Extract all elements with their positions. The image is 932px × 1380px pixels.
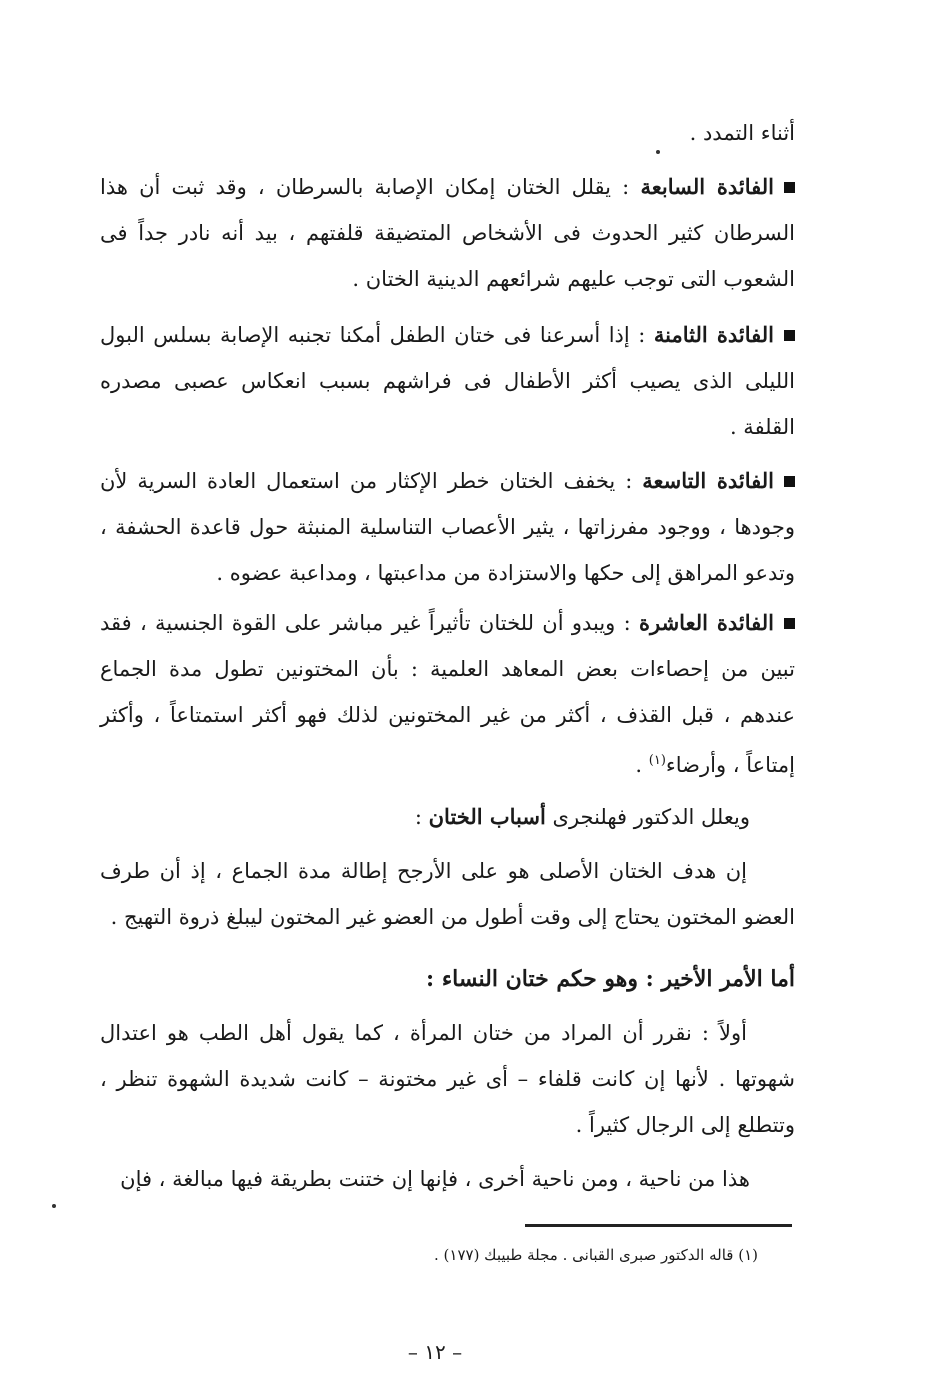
benefit-text: : يقلل الختان إمكان الإصابة بالسرطان ، وقد ثبت أن هذا السرطان كثير الحدوث فى الأشخاص المتضيقة قلفتهم ، بيد أنه نادر جداً فى الشعوب التى توجب عليهم شرائعهم الدينية الختان . [100, 175, 795, 291]
last-line: هذا من ناحية ، ومن ناحية أخرى ، فإنها إن ختنت بطريقة فيها مبالغة ، فإن [120, 1167, 750, 1191]
footnote: (١) قاله الدكتور صبرى القبانى . مجلة طبيبك (١٧٧) . [434, 1246, 758, 1264]
square-bullet-icon [784, 330, 795, 341]
reason-intro [100, 794, 750, 840]
benefit-title: الفائدة التاسعة [642, 468, 775, 493]
benefit-text-end: . [635, 753, 649, 777]
square-bullet-icon [784, 618, 795, 629]
benefit-ten [100, 600, 795, 788]
benefit-seven [100, 164, 795, 302]
reason-intro-prefix: ويعلل الدكتور فهلنجرى [545, 805, 750, 829]
benefit-title: الفائدة السابعة [640, 174, 774, 199]
benefit-title: الفائدة العاشرة [639, 610, 775, 635]
first-point-paragraph: أولاً : نقرر أن المراد من ختان المرأة ، كما يقول أهل الطب هو اعتدال شهوتها . لأنها إن كانت قلفاء – أى غير مختونة – كانت شديدة الشهوة تنظر ، وتتطلع إلى الرجال كثيراً . [100, 1021, 795, 1137]
benefit-eight [100, 312, 795, 450]
continuation-line: أثناء التمدد . [689, 121, 795, 145]
square-bullet-icon [784, 182, 795, 193]
page-number: – ١٢ – [407, 1340, 463, 1364]
benefit-text: : إذا أسرعنا فى ختان الطفل أمكنا تجنبه الإصابة بسلس البول الليلى الذى يصيب أكثر الأطفال فى فراشهم بسبب انعكاس عصبى مصدره القلفة . [100, 323, 795, 439]
reason-intro-suffix: : [414, 805, 429, 829]
footnote-divider [525, 1224, 792, 1227]
benefit-title: الفائدة الثامنة [653, 322, 774, 347]
footnote-reference: (١) [648, 753, 666, 768]
reason-intro-bold: أسباب الختان [428, 804, 546, 829]
speck [52, 1204, 56, 1208]
section-heading: أما الأمر الأخير : وهو حكم ختان النساء : [426, 966, 795, 992]
benefit-nine [100, 458, 795, 596]
benefit-text: : يخفف الختان خطر الإكثار من استعمال العادة السرية لأن وجودها ، ووجود مفرزاتها ، يثير الأعصاب التناسلية المنبثة حول قاعدة الحشفة ، وتدعو المراهق إلى حكها والاستزادة من مداعبتها ، ومداعبة عضوه . [100, 469, 795, 585]
reason-paragraph: إن هدف الختان الأصلى هو على الأرجح إطالة مدة الجماع ، إذ أن طرف العضو المختون يحتاج إلى وقت أطول من العضو غير المختون ليبلغ ذروة التهيج . [100, 859, 795, 929]
speck [656, 150, 660, 154]
benefit-text: : ويبدو أن للختان تأثيراً غير مباشر على القوة الجنسية ، فقد تبين من إحصاءات بعض المعاهد العلمية : بأن المختونين تطول مدة الجماع عندهم ، قبل القذف ، أكثر من غير المختونين لذلك فهو أكثر استمتاعاً ، وأكثر إمتاعاً ، وأرضاء [100, 611, 795, 777]
square-bullet-icon [784, 476, 795, 487]
